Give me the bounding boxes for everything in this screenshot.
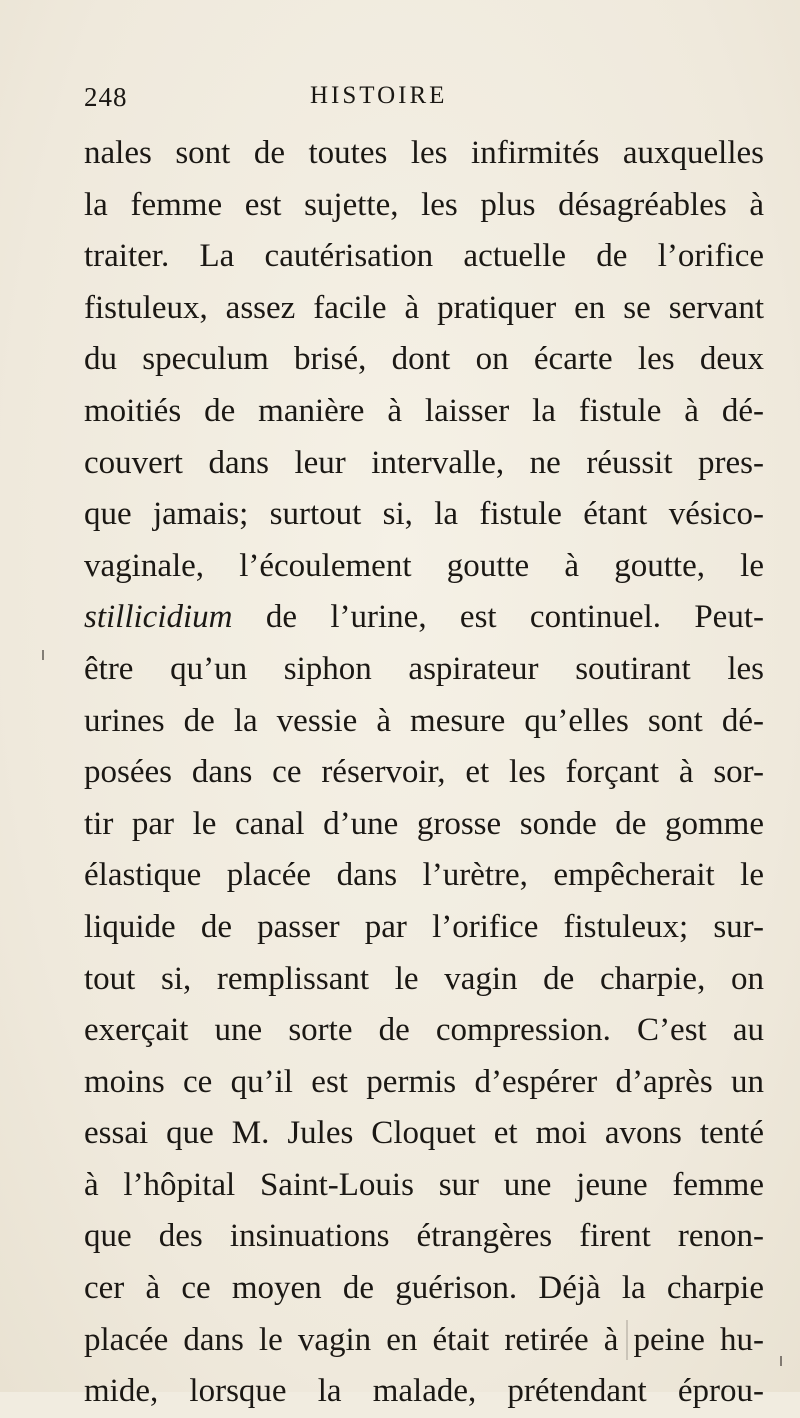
text-line-rest: de l’urine, est continuel. Peut- — [232, 599, 764, 636]
text-line: placée dans le vagin en était retirée à peine hu- — [84, 1321, 764, 1358]
text-line: tir par le canal d’une grosse sonde de gomme — [84, 805, 764, 842]
text-line: posées dans ce réservoir, et les forçant à sor- — [84, 754, 764, 791]
text-line: traiter. La cautérisation actuelle de l’orifice — [84, 238, 764, 275]
text-line: que des insinuations étrangères firent renon- — [84, 1218, 764, 1255]
text-line: vaginale, l’écoulement goutte à goutte, le — [84, 547, 764, 584]
text-line-with-italic — [84, 592, 764, 644]
page-number: 248 — [84, 82, 128, 112]
text-line: couvert dans leur intervalle, ne réussit pres- — [84, 444, 764, 481]
running-title: HISTOIRE — [310, 82, 448, 109]
text-line: que jamais; surtout si, la fistule étant vésico- — [84, 496, 764, 533]
text-line: moins ce qu’il est permis d’espérer d’après un — [84, 1063, 764, 1100]
text-line: essai que M. Jules Cloquet et moi avons tenté — [84, 1115, 764, 1152]
text-line: cer à ce moyen de guérison. Déjà la charpie — [84, 1270, 764, 1307]
text-line: nales sont de toutes les infirmités auxquelles — [84, 135, 764, 171]
italic-term: stillicidium — [84, 599, 233, 636]
scan-speck — [42, 650, 44, 660]
text-line: fistuleux, assez facile à pratiquer en se servant — [84, 289, 764, 326]
text-line: mide, lorsque la malade, prétendant éprou- — [84, 1373, 764, 1410]
text-line: élastique placée dans l’urètre, empêcherait le — [84, 857, 764, 894]
text-line: tout si, remplissant le vagin de charpie, on — [84, 960, 764, 997]
text-line: du speculum brisé, dont on écarte les deux — [84, 341, 764, 378]
text-line: exerçait une sorte de compression. C’est au — [84, 1012, 764, 1049]
scan-speck — [780, 1356, 782, 1366]
body-text — [84, 128, 764, 1418]
text-line: urines de la vessie à mesure qu’elles sont dé- — [84, 702, 764, 739]
text-line: moitiés de manière à laisser la fistule à dé- — [84, 392, 764, 429]
running-head — [84, 82, 764, 122]
scan-speck — [626, 1320, 628, 1360]
text-line: être qu’un siphon aspirateur soutirant les — [84, 650, 764, 687]
text-line: la femme est sujette, les plus désagréables à — [84, 186, 764, 223]
text-line: liquide de passer par l’orifice fistuleux; sur- — [84, 908, 764, 945]
text-line: à l’hôpital Saint-Louis sur une jeune femme — [84, 1166, 764, 1203]
